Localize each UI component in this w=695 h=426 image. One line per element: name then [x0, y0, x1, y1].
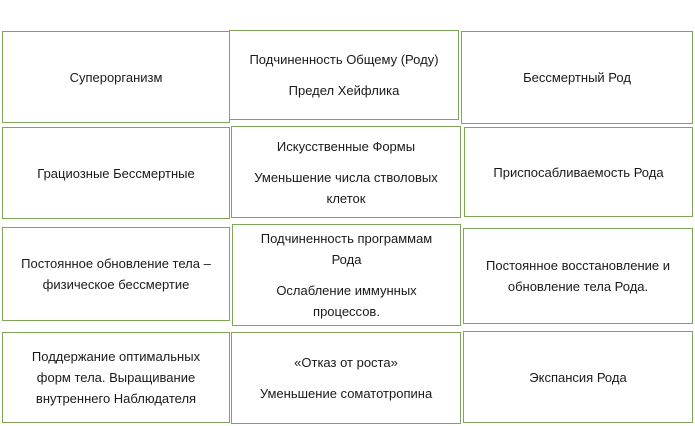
row3-left-text-1: Постоянное обновление тела –	[21, 256, 211, 271]
row4-left-text-1: Поддержание оптимальных	[31, 349, 201, 364]
row3-center-text-2a: Ослабление иммунных	[276, 283, 417, 298]
row2-center-box	[231, 126, 461, 218]
row1-right-box	[461, 31, 693, 124]
row2-right-text: Приспосабливаемость Рода	[493, 164, 664, 180]
row2-center-text-1: Искусственные Формы	[276, 138, 416, 154]
row3-left-box	[2, 227, 230, 321]
row3-left-text-2: физическое бессмертие	[42, 277, 190, 292]
row1-center-text-1: Подчиненность Общему (Роду)	[249, 52, 439, 67]
row4-right-box	[463, 331, 693, 423]
row1-right-text: Бессмертный Род	[523, 70, 631, 85]
row3-center-box	[232, 224, 461, 326]
row1-center-text-2: Предел Хейфлика	[288, 83, 400, 98]
row3-right-text-2: обновление тела Рода.	[507, 279, 649, 294]
row4-left-text-2: форм тела. Выращивание	[36, 370, 196, 385]
row3-center-text-1a: Подчиненность программам	[260, 231, 433, 246]
row1-left-text: Суперорганизм	[69, 69, 163, 85]
row1-center-box	[229, 30, 459, 120]
row2-left-box	[2, 127, 230, 219]
row4-left-box	[2, 332, 230, 423]
row1-left-box	[2, 31, 230, 123]
row4-center-text-2: Уменьшение соматотропина	[259, 386, 433, 401]
row2-center-text-2b: клеток	[326, 190, 366, 206]
row2-right-box	[464, 127, 693, 217]
row3-right-box	[463, 228, 693, 324]
row4-right-text: Экспансия Рода	[529, 369, 627, 385]
row2-center-text-2a: Уменьшение числа стволовых	[254, 169, 438, 185]
row3-right-text-1: Постоянное восстановление и	[486, 258, 670, 273]
row4-center-text-1: «Отказ от роста»	[294, 355, 398, 370]
row3-center-text-2b: процессов.	[313, 304, 380, 319]
row2-left-text: Грациозные Бессмертные	[37, 165, 195, 181]
row4-center-box	[231, 332, 461, 424]
row3-center-text-1b: Рода	[331, 252, 362, 267]
row4-left-text-3: внутреннего Наблюдателя	[35, 391, 197, 406]
